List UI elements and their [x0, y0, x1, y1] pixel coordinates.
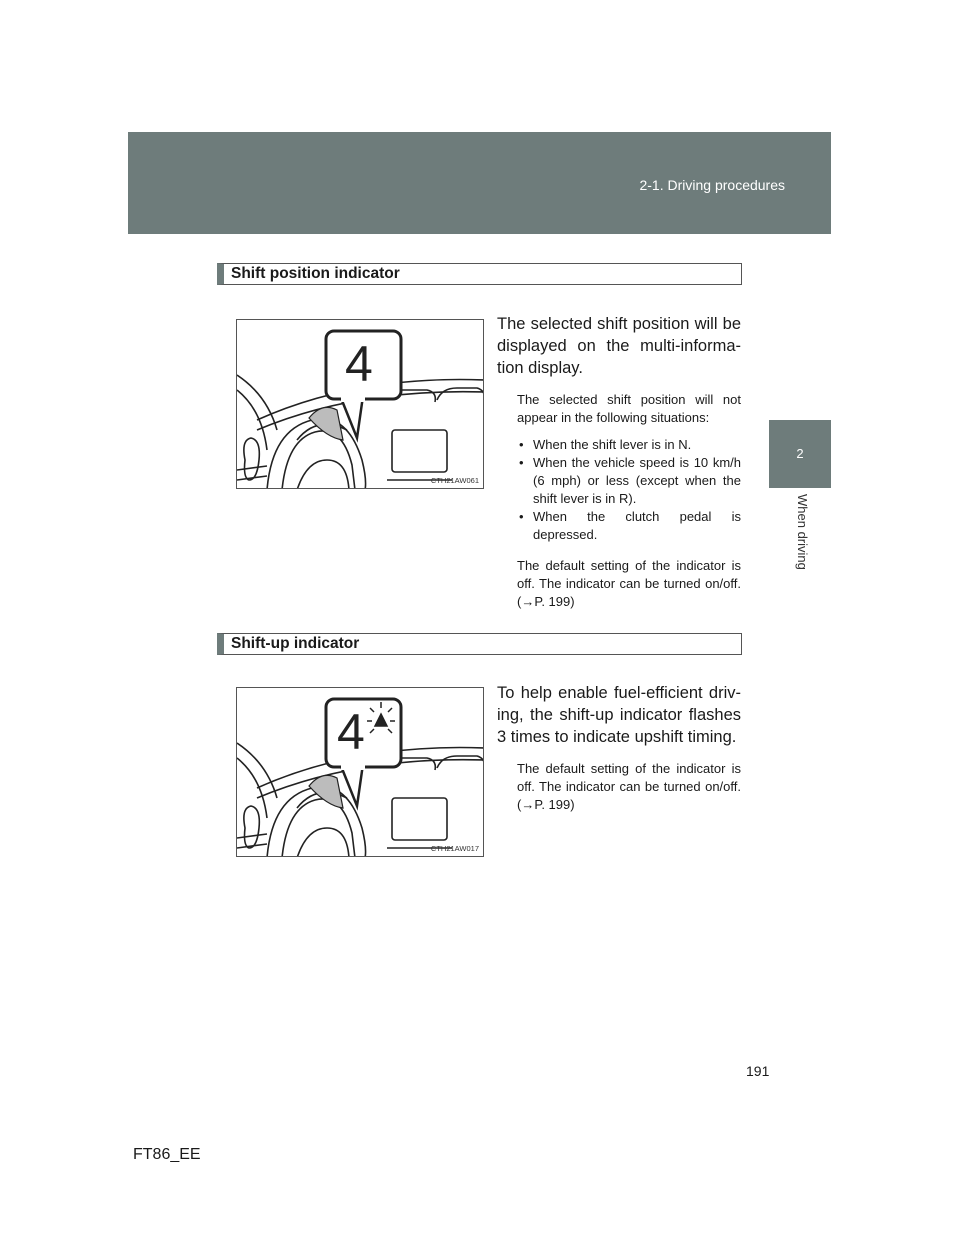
- shift-position-conditions-list: [517, 436, 741, 544]
- section-heading-shift-up: Shift-up indicator: [217, 633, 742, 655]
- list-item: • When the vehicle speed is 10 km/h (6 mph) or less (except when the shift lever is in R).: [517, 454, 741, 508]
- shift-digit-display: 4: [337, 704, 365, 760]
- header-band: [128, 132, 831, 234]
- list-item: • When the shift lever is in N.: [517, 436, 741, 454]
- figure-code: CTH21AW017: [430, 844, 479, 853]
- figure-code: CTH21AW061: [430, 476, 479, 485]
- chapter-section-title: 2-1. Driving procedures: [639, 177, 785, 193]
- list-item: • When the clutch pedal is depressed.: [517, 508, 741, 544]
- shift-position-illustration: [236, 319, 484, 489]
- page-number: 191: [746, 1063, 770, 1079]
- footer-document-code: FT86_EE: [133, 1146, 201, 1163]
- shift-position-description: The selected shift position will be displayed on the multi-informa-tion display.: [497, 315, 741, 377]
- chapter-number-tab: 2: [769, 420, 831, 488]
- shift-position-default-note: The default setting of the indicator is off. The indicator can be turned on/off. (→P. 199): [517, 558, 741, 609]
- shift-position-note: The selected shift position will not appear in the following situations:: [517, 392, 741, 425]
- section-heading-shift-position: Shift position indicator: [217, 263, 742, 285]
- shift-digit-display: 4: [345, 336, 373, 392]
- chapter-label: When driving: [795, 494, 810, 570]
- shift-up-description: To help enable fuel-efficient driv-ing, the shift-up indicator flashes 3 times to indicate upshift timing.: [497, 684, 741, 746]
- shift-up-default-note: The default setting of the indicator is off. The indicator can be turned on/off. (→P. 199): [517, 761, 741, 812]
- shift-up-illustration: [236, 687, 484, 857]
